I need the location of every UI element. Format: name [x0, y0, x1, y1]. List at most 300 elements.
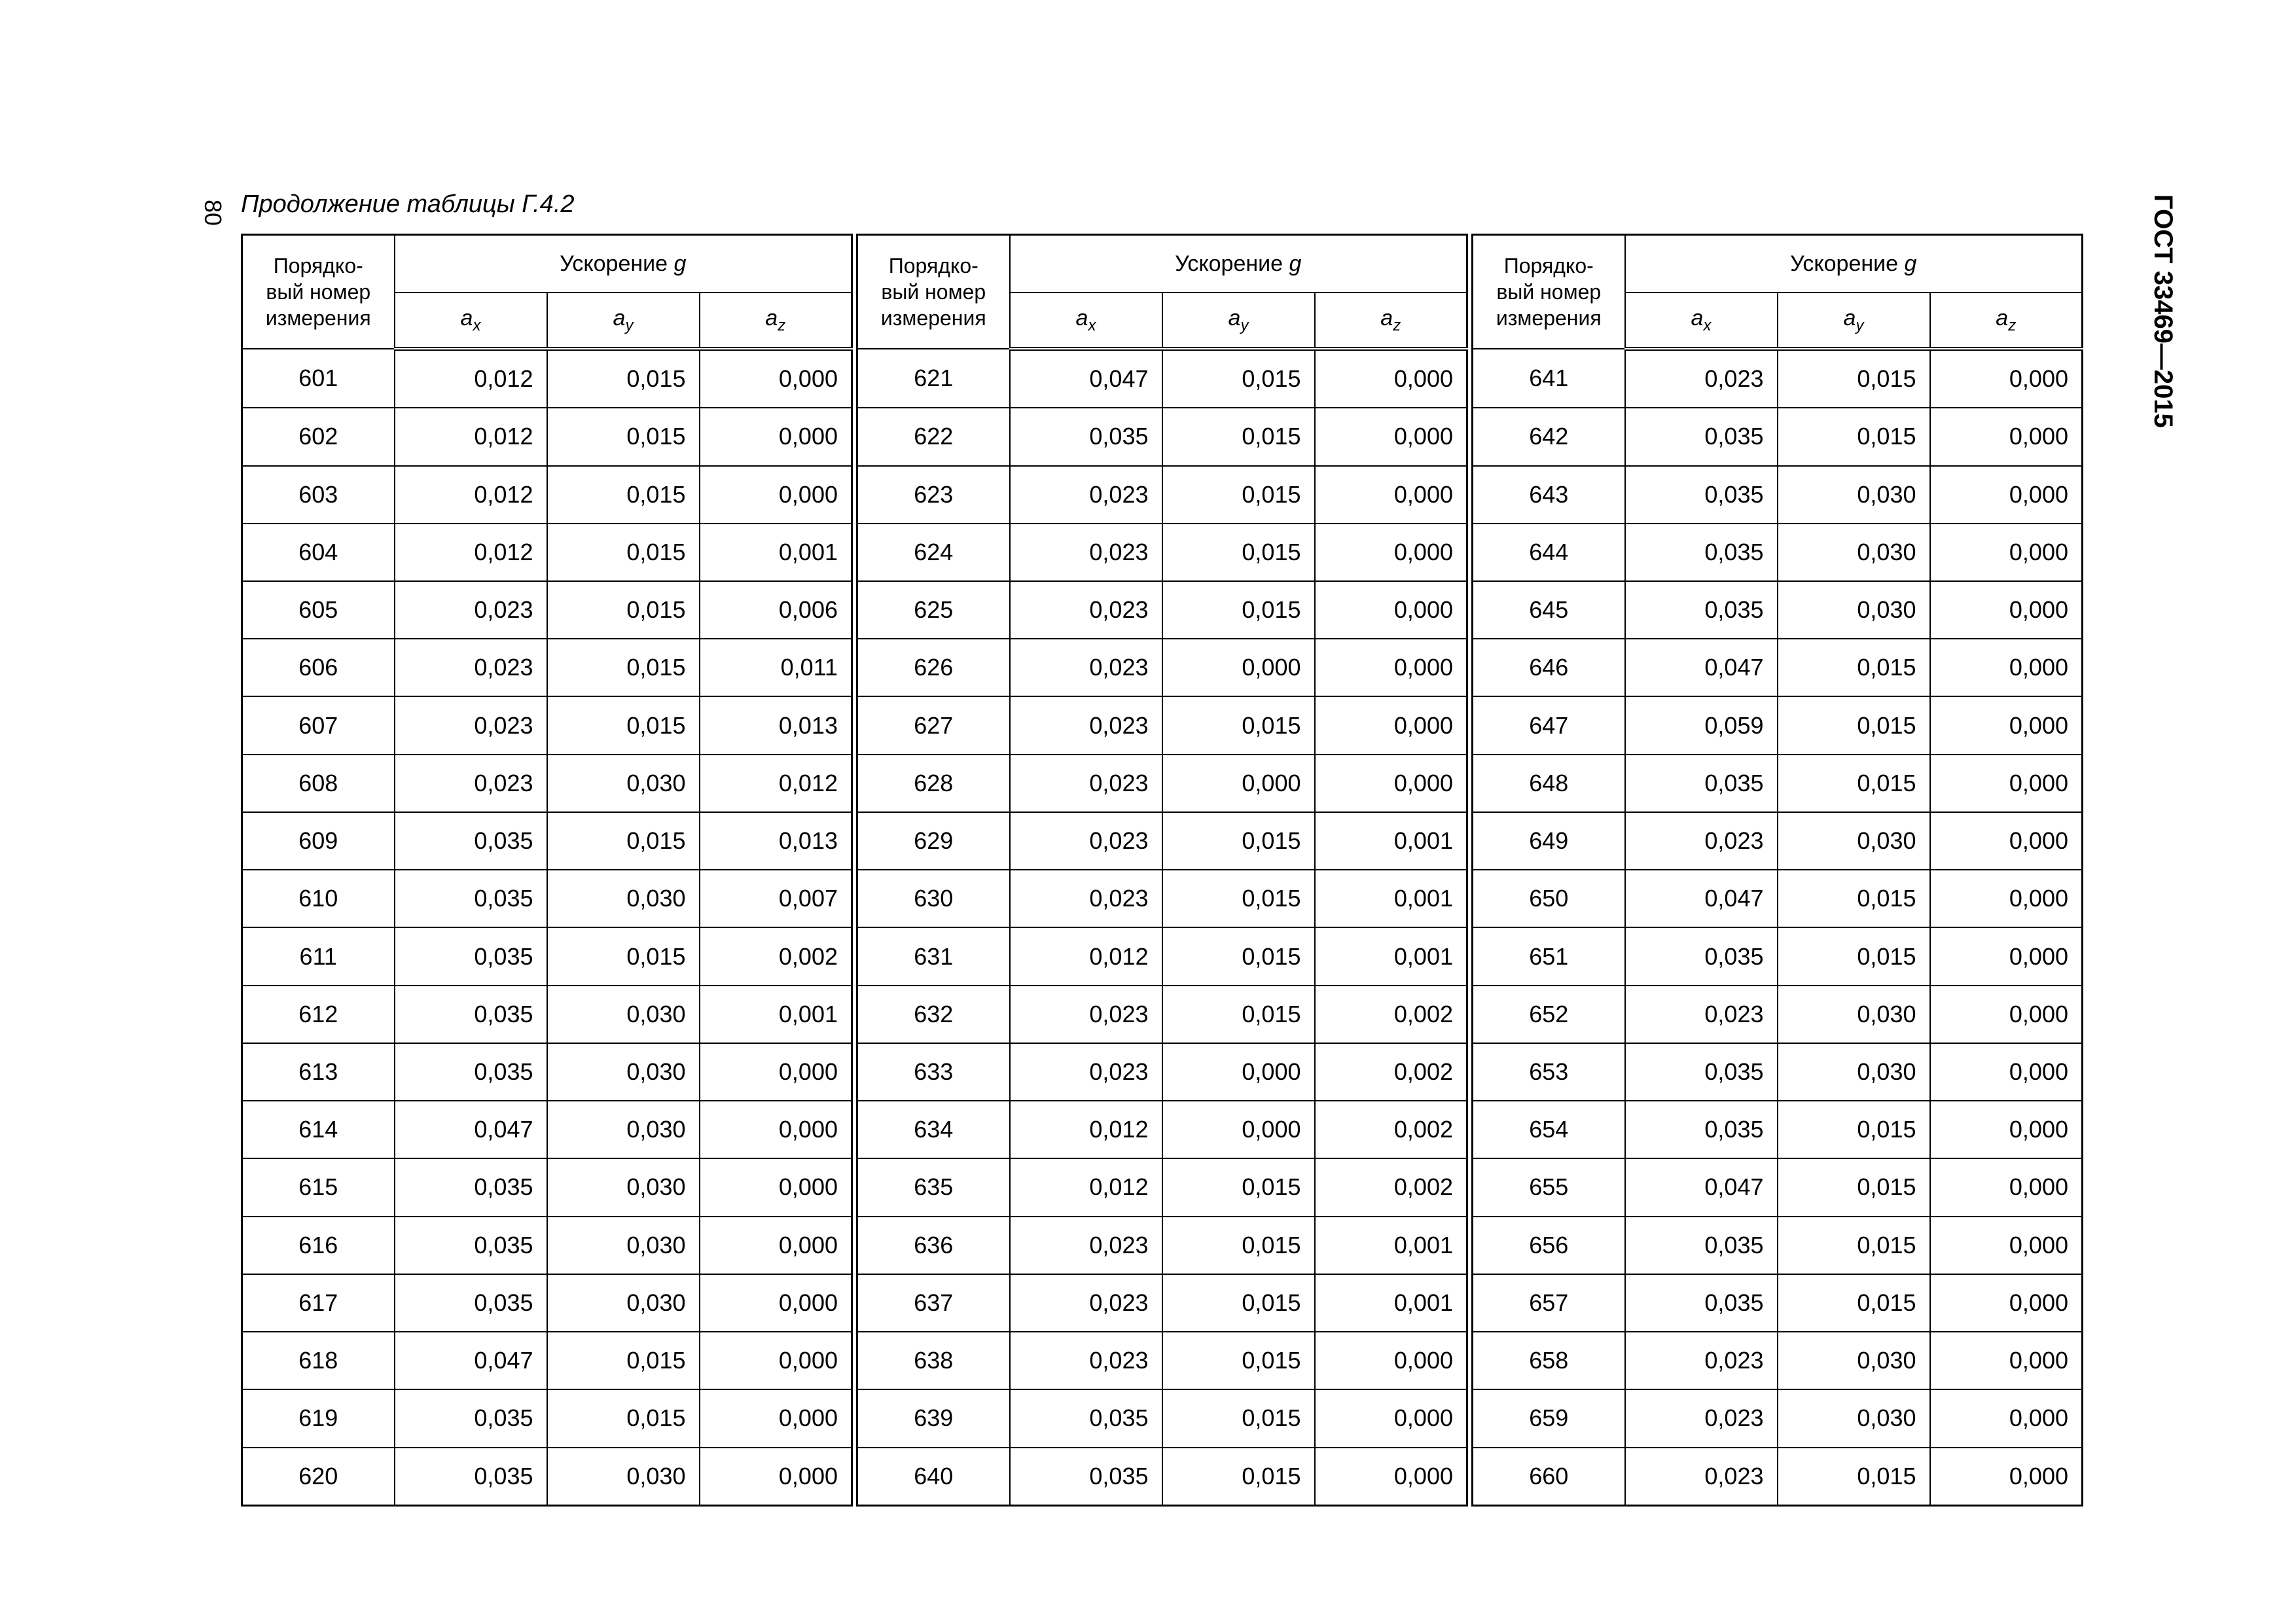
az-value-cell: 0,000	[1930, 408, 2083, 465]
measurement-number-cell: 605	[242, 581, 395, 639]
measurement-number-cell: 607	[242, 696, 395, 754]
header-az-main: a	[1996, 305, 2009, 330]
table-row	[242, 1274, 852, 1332]
ay-value-cell: 0,015	[547, 1389, 700, 1447]
az-value-cell: 0,000	[1930, 349, 2083, 408]
ax-value-cell: 0,023	[1010, 581, 1162, 639]
measurement-number-cell: 628	[857, 755, 1010, 812]
ay-value-cell: 0,015	[1162, 349, 1315, 408]
header-num-line3: измерения	[265, 306, 371, 330]
measurement-table	[241, 234, 2073, 1507]
measurement-number-cell: 656	[1473, 1217, 1625, 1274]
ay-value-cell: 0,015	[1778, 870, 1930, 927]
measurement-number-cell: 613	[242, 1043, 395, 1101]
ay-value-cell: 0,015	[1162, 927, 1315, 985]
ay-value-cell: 0,015	[547, 639, 700, 696]
table-row	[242, 870, 852, 927]
ax-value-cell: 0,047	[395, 1101, 547, 1158]
measurement-number-cell: 658	[1473, 1332, 1625, 1389]
measurement-number-cell: 638	[857, 1332, 1010, 1389]
ay-value-cell: 0,015	[1162, 1389, 1315, 1447]
header-ay-sub: y	[625, 316, 634, 334]
measurement-number-cell: 655	[1473, 1158, 1625, 1216]
ay-value-cell: 0,015	[1778, 349, 1930, 408]
ax-value-cell: 0,035	[395, 870, 547, 927]
az-value-cell: 0,000	[1930, 1448, 2083, 1506]
measurement-number-cell: 626	[857, 639, 1010, 696]
ax-value-cell: 0,023	[1010, 1217, 1162, 1274]
header-measurement-number	[1473, 235, 1625, 349]
measurement-number-cell: 617	[242, 1274, 395, 1332]
ay-value-cell: 0,015	[547, 696, 700, 754]
az-value-cell: 0,001	[1315, 1217, 1467, 1274]
measurement-number-cell: 624	[857, 524, 1010, 581]
ay-value-cell: 0,000	[1162, 1101, 1315, 1158]
ax-value-cell: 0,023	[1010, 1274, 1162, 1332]
ay-value-cell: 0,015	[1778, 1448, 1930, 1506]
table-row	[242, 466, 852, 524]
header-num-line1: Порядко-	[1503, 254, 1594, 277]
table-row	[857, 524, 1467, 581]
ay-value-cell: 0,015	[547, 408, 700, 465]
az-value-cell: 0,000	[1930, 755, 2083, 812]
measurement-number-cell: 615	[242, 1158, 395, 1216]
ax-value-cell: 0,035	[395, 1043, 547, 1101]
header-num-line2: вый номер	[881, 280, 986, 304]
ax-value-cell: 0,035	[395, 1389, 547, 1447]
ax-value-cell: 0,012	[1010, 1101, 1162, 1158]
ax-value-cell: 0,023	[1010, 755, 1162, 812]
ax-value-cell: 0,023	[1010, 639, 1162, 696]
table-row	[1473, 1101, 2083, 1158]
measurement-number-cell: 629	[857, 812, 1010, 870]
measurement-number-cell: 657	[1473, 1274, 1625, 1332]
az-value-cell: 0,000	[1315, 1332, 1467, 1389]
measurement-number-cell: 646	[1473, 639, 1625, 696]
ax-value-cell: 0,012	[1010, 1158, 1162, 1216]
ay-value-cell: 0,015	[1778, 1217, 1930, 1274]
measurement-number-cell: 603	[242, 466, 395, 524]
ay-value-cell: 0,015	[1778, 927, 1930, 985]
ax-value-cell: 0,012	[395, 524, 547, 581]
table-row	[1473, 524, 2083, 581]
table-row	[1473, 696, 2083, 754]
ax-value-cell: 0,023	[395, 639, 547, 696]
header-num-line1: Порядко-	[888, 254, 978, 277]
ax-value-cell: 0,035	[1625, 1043, 1778, 1101]
measurement-number-cell: 640	[857, 1448, 1010, 1506]
table-row	[1473, 1158, 2083, 1216]
az-value-cell: 0,000	[1315, 696, 1467, 754]
table-row	[857, 1274, 1467, 1332]
measurement-number-cell: 633	[857, 1043, 1010, 1101]
header-ax-sub: x	[473, 316, 481, 334]
table-row	[857, 1217, 1467, 1274]
header-az-sub: z	[1393, 316, 1401, 334]
header-ax-main: a	[460, 305, 473, 330]
measurement-number-cell: 643	[1473, 466, 1625, 524]
table-row	[1473, 1389, 2083, 1447]
az-value-cell: 0,000	[700, 1217, 852, 1274]
table-row	[242, 755, 852, 812]
measurement-number-cell: 634	[857, 1101, 1010, 1158]
measurement-number-cell: 625	[857, 581, 1010, 639]
measurement-number-cell: 642	[1473, 408, 1625, 465]
measurement-number-cell: 647	[1473, 696, 1625, 754]
table-row	[1473, 1332, 2083, 1389]
ax-value-cell: 0,035	[395, 927, 547, 985]
az-value-cell: 0,000	[1930, 927, 2083, 985]
ay-value-cell: 0,015	[1778, 1158, 1930, 1216]
az-value-cell: 0,000	[700, 1101, 852, 1158]
header-acceleration-label: Ускорение	[1790, 251, 1899, 276]
az-value-cell: 0,000	[700, 1448, 852, 1506]
table-row	[242, 1389, 852, 1447]
measurement-number-cell: 612	[242, 986, 395, 1043]
az-value-cell: 0,000	[700, 349, 852, 408]
az-value-cell: 0,001	[700, 524, 852, 581]
ax-value-cell: 0,023	[1010, 696, 1162, 754]
header-acceleration	[1625, 235, 2083, 293]
ay-value-cell: 0,030	[1778, 812, 1930, 870]
ax-value-cell: 0,035	[1625, 581, 1778, 639]
table-row	[857, 1043, 1467, 1101]
ax-value-cell: 0,047	[1010, 349, 1162, 408]
ay-value-cell: 0,030	[547, 1217, 700, 1274]
ay-value-cell: 0,030	[547, 755, 700, 812]
measurement-number-cell: 645	[1473, 581, 1625, 639]
header-num-line1: Порядко-	[273, 254, 363, 277]
table-row	[857, 639, 1467, 696]
table-row	[1473, 755, 2083, 812]
measurement-number-cell: 636	[857, 1217, 1010, 1274]
ax-value-cell: 0,023	[395, 755, 547, 812]
measurement-number-cell: 659	[1473, 1389, 1625, 1447]
ay-value-cell: 0,015	[1162, 1158, 1315, 1216]
az-value-cell: 0,000	[1930, 466, 2083, 524]
table-row	[857, 466, 1467, 524]
measurement-number-cell: 650	[1473, 870, 1625, 927]
header-measurement-number	[242, 235, 395, 349]
az-value-cell: 0,000	[1930, 986, 2083, 1043]
table-block-3	[1471, 234, 2083, 1507]
ay-value-cell: 0,015	[547, 581, 700, 639]
ay-value-cell: 0,030	[547, 1101, 700, 1158]
table-row	[242, 696, 852, 754]
az-value-cell: 0,002	[1315, 1158, 1467, 1216]
ay-value-cell: 0,000	[1162, 755, 1315, 812]
table-row	[1473, 349, 2083, 408]
table-row	[857, 1448, 1467, 1506]
header-ay	[1778, 293, 1930, 349]
header-az-sub: z	[2008, 316, 2017, 334]
ay-value-cell: 0,030	[1778, 1332, 1930, 1389]
header-acceleration-label: Ускорение	[560, 251, 668, 276]
az-value-cell: 0,000	[700, 1389, 852, 1447]
header-acceleration	[395, 235, 852, 293]
ax-value-cell: 0,035	[1625, 408, 1778, 465]
measurement-number-cell: 602	[242, 408, 395, 465]
ax-value-cell: 0,035	[1010, 1389, 1162, 1447]
az-value-cell: 0,002	[1315, 986, 1467, 1043]
table-row	[242, 1217, 852, 1274]
header-acceleration	[1010, 235, 1467, 293]
header-az	[700, 293, 852, 349]
ax-value-cell: 0,023	[1625, 986, 1778, 1043]
measurement-number-cell: 649	[1473, 812, 1625, 870]
header-az-main: a	[765, 305, 778, 330]
ax-value-cell: 0,023	[1010, 466, 1162, 524]
table-row	[857, 581, 1467, 639]
measurement-number-cell: 601	[242, 349, 395, 408]
az-value-cell: 0,000	[1315, 466, 1467, 524]
header-az	[1315, 293, 1467, 349]
az-value-cell: 0,000	[1930, 812, 2083, 870]
ax-value-cell: 0,035	[1010, 408, 1162, 465]
az-value-cell: 0,002	[1315, 1043, 1467, 1101]
az-value-cell: 0,000	[1315, 755, 1467, 812]
ay-value-cell: 0,030	[547, 1274, 700, 1332]
ax-value-cell: 0,012	[1010, 927, 1162, 985]
ay-value-cell: 0,015	[1162, 581, 1315, 639]
header-az-sub: z	[778, 316, 786, 334]
ay-value-cell: 0,000	[1162, 639, 1315, 696]
az-value-cell: 0,000	[1315, 1448, 1467, 1506]
ay-value-cell: 0,015	[1162, 408, 1315, 465]
ay-value-cell: 0,030	[547, 870, 700, 927]
ay-value-cell: 0,000	[1162, 1043, 1315, 1101]
ay-value-cell: 0,015	[1778, 1274, 1930, 1332]
ay-value-cell: 0,030	[1778, 1043, 1930, 1101]
ay-value-cell: 0,030	[1778, 581, 1930, 639]
ax-value-cell: 0,023	[1010, 812, 1162, 870]
table-row	[242, 1043, 852, 1101]
az-value-cell: 0,000	[700, 466, 852, 524]
header-ay-main: a	[1228, 305, 1241, 330]
table-row	[1473, 581, 2083, 639]
ax-value-cell: 0,023	[1625, 1448, 1778, 1506]
az-value-cell: 0,000	[700, 1274, 852, 1332]
ax-value-cell: 0,023	[395, 696, 547, 754]
header-ax-main: a	[1075, 305, 1088, 330]
header-acceleration-unit: g	[1289, 251, 1302, 276]
ax-value-cell: 0,047	[395, 1332, 547, 1389]
az-value-cell: 0,000	[1930, 696, 2083, 754]
ay-value-cell: 0,015	[1778, 639, 1930, 696]
ax-value-cell: 0,023	[1625, 1389, 1778, 1447]
measurement-number-cell: 606	[242, 639, 395, 696]
document-code: ГОСТ 33469—2015	[2149, 194, 2178, 428]
header-measurement-number	[857, 235, 1010, 349]
header-ay-sub: y	[1856, 316, 1864, 334]
table-row	[857, 349, 1467, 408]
table-row	[857, 408, 1467, 465]
ax-value-cell: 0,035	[395, 1448, 547, 1506]
measurement-number-cell: 648	[1473, 755, 1625, 812]
table-row	[1473, 1274, 2083, 1332]
header-num-line2: вый номер	[1496, 280, 1602, 304]
ax-value-cell: 0,023	[395, 581, 547, 639]
ax-value-cell: 0,035	[1625, 927, 1778, 985]
table-row	[242, 639, 852, 696]
ay-value-cell: 0,015	[547, 927, 700, 985]
table-row	[242, 581, 852, 639]
measurement-number-cell: 637	[857, 1274, 1010, 1332]
ay-value-cell: 0,015	[1162, 1448, 1315, 1506]
ax-value-cell: 0,023	[1010, 524, 1162, 581]
ax-value-cell: 0,035	[1625, 755, 1778, 812]
table-row	[1473, 870, 2083, 927]
ay-value-cell: 0,015	[1162, 812, 1315, 870]
az-value-cell: 0,000	[700, 1158, 852, 1216]
header-ax-sub: x	[1088, 316, 1096, 334]
ax-value-cell: 0,023	[1010, 1043, 1162, 1101]
table-row	[1473, 408, 2083, 465]
table-caption: Продолжение таблицы Г.4.2	[241, 190, 575, 218]
table-row	[242, 927, 852, 985]
header-num-line3: измерения	[1496, 306, 1602, 330]
table-block-1	[241, 234, 853, 1507]
measurement-number-cell: 610	[242, 870, 395, 927]
measurement-number-cell: 611	[242, 927, 395, 985]
ax-value-cell: 0,035	[1625, 524, 1778, 581]
ay-value-cell: 0,030	[1778, 1389, 1930, 1447]
az-value-cell: 0,011	[700, 639, 852, 696]
table-row	[242, 524, 852, 581]
ax-value-cell: 0,012	[395, 408, 547, 465]
measurement-number-cell: 614	[242, 1101, 395, 1158]
table-row	[242, 1101, 852, 1158]
header-ay	[547, 293, 700, 349]
table-row	[857, 870, 1467, 927]
measurement-number-cell: 641	[1473, 349, 1625, 408]
ay-value-cell: 0,015	[1162, 870, 1315, 927]
header-acceleration-label: Ускорение	[1175, 251, 1283, 276]
table-row	[1473, 466, 2083, 524]
az-value-cell: 0,000	[1315, 639, 1467, 696]
az-value-cell: 0,001	[700, 986, 852, 1043]
ay-value-cell: 0,015	[1162, 1332, 1315, 1389]
ay-value-cell: 0,030	[547, 1043, 700, 1101]
ax-value-cell: 0,047	[1625, 870, 1778, 927]
ax-value-cell: 0,035	[395, 1217, 547, 1274]
header-num-line2: вый номер	[266, 280, 371, 304]
measurement-number-cell: 604	[242, 524, 395, 581]
table-row	[242, 408, 852, 465]
az-value-cell: 0,000	[700, 408, 852, 465]
ax-value-cell: 0,035	[1010, 1448, 1162, 1506]
table-row	[857, 812, 1467, 870]
header-ax	[395, 293, 547, 349]
measurement-number-cell: 630	[857, 870, 1010, 927]
ay-value-cell: 0,015	[547, 466, 700, 524]
az-value-cell: 0,000	[1930, 639, 2083, 696]
header-ay	[1162, 293, 1315, 349]
az-value-cell: 0,000	[1930, 1332, 2083, 1389]
ay-value-cell: 0,015	[1162, 1274, 1315, 1332]
measurement-number-cell: 622	[857, 408, 1010, 465]
measurement-number-cell: 631	[857, 927, 1010, 985]
az-value-cell: 0,013	[700, 812, 852, 870]
table-row	[857, 696, 1467, 754]
table-row	[1473, 986, 2083, 1043]
az-value-cell: 0,000	[1930, 1217, 2083, 1274]
ay-value-cell: 0,015	[1778, 1101, 1930, 1158]
header-ax-sub: x	[1703, 316, 1712, 334]
header-ay-main: a	[1843, 305, 1856, 330]
header-ax	[1625, 293, 1778, 349]
az-value-cell: 0,000	[700, 1332, 852, 1389]
measurement-number-cell: 652	[1473, 986, 1625, 1043]
measurement-number-cell: 627	[857, 696, 1010, 754]
ax-value-cell: 0,035	[1625, 466, 1778, 524]
ax-value-cell: 0,012	[395, 466, 547, 524]
table-block-2	[856, 234, 1468, 1507]
table-row	[857, 1101, 1467, 1158]
table-row	[242, 1158, 852, 1216]
table-row	[857, 755, 1467, 812]
table-row	[242, 986, 852, 1043]
measurement-number-cell: 608	[242, 755, 395, 812]
measurement-number-cell: 619	[242, 1389, 395, 1447]
table-body-2	[857, 349, 1467, 1506]
ax-value-cell: 0,023	[1010, 870, 1162, 927]
ax-value-cell: 0,059	[1625, 696, 1778, 754]
ay-value-cell: 0,015	[547, 812, 700, 870]
az-value-cell: 0,002	[1315, 1101, 1467, 1158]
table-row	[242, 349, 852, 408]
table-row	[857, 986, 1467, 1043]
ax-value-cell: 0,023	[1625, 1332, 1778, 1389]
az-value-cell: 0,000	[1930, 1389, 2083, 1447]
az-value-cell: 0,000	[1315, 408, 1467, 465]
az-value-cell: 0,000	[1315, 524, 1467, 581]
table-body-1	[242, 349, 852, 1506]
az-value-cell: 0,000	[1930, 870, 2083, 927]
az-value-cell: 0,000	[1930, 581, 2083, 639]
measurement-number-cell: 623	[857, 466, 1010, 524]
ay-value-cell: 0,015	[1162, 986, 1315, 1043]
az-value-cell: 0,000	[1930, 524, 2083, 581]
az-value-cell: 0,001	[1315, 870, 1467, 927]
ay-value-cell: 0,030	[1778, 986, 1930, 1043]
measurement-number-cell: 644	[1473, 524, 1625, 581]
ax-value-cell: 0,023	[1625, 349, 1778, 408]
measurement-number-cell: 660	[1473, 1448, 1625, 1506]
ay-value-cell: 0,015	[1778, 408, 1930, 465]
table-row	[1473, 639, 2083, 696]
header-acceleration-unit: g	[1904, 251, 1917, 276]
az-value-cell: 0,000	[1930, 1043, 2083, 1101]
table-row	[857, 1389, 1467, 1447]
ay-value-cell: 0,015	[547, 1332, 700, 1389]
measurement-number-cell: 632	[857, 986, 1010, 1043]
measurement-number-cell: 621	[857, 349, 1010, 408]
header-ay-main: a	[613, 305, 626, 330]
az-value-cell: 0,001	[1315, 1274, 1467, 1332]
ay-value-cell: 0,015	[1162, 524, 1315, 581]
measurement-number-cell: 653	[1473, 1043, 1625, 1101]
ay-value-cell: 0,030	[547, 1158, 700, 1216]
table-row	[1473, 1217, 2083, 1274]
table-row	[1473, 927, 2083, 985]
az-value-cell: 0,000	[1930, 1158, 2083, 1216]
ax-value-cell: 0,035	[395, 986, 547, 1043]
ay-value-cell: 0,030	[1778, 524, 1930, 581]
az-value-cell: 0,000	[1315, 1389, 1467, 1447]
ax-value-cell: 0,035	[1625, 1274, 1778, 1332]
ay-value-cell: 0,015	[1162, 466, 1315, 524]
